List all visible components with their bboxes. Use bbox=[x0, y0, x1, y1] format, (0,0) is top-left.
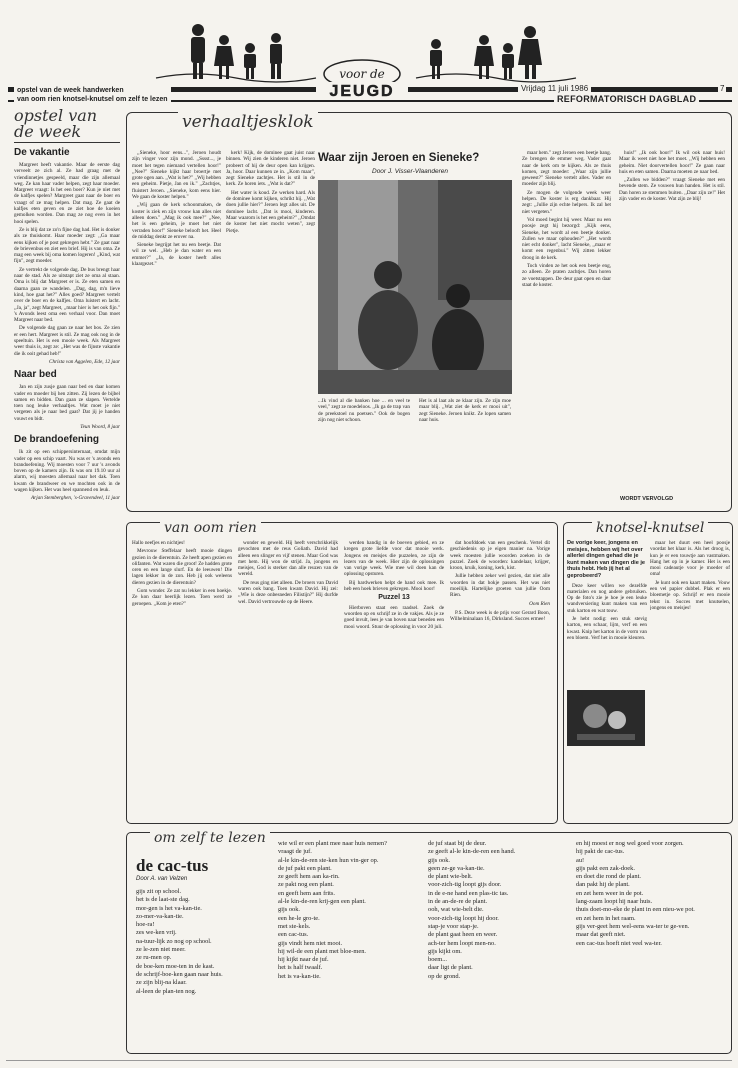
story-paragraph: ,,Wij gaan de kerk schoonmaken, de koster is ziek en zijn vrouw kan alles niet alleen doen." ,,Mag ik ook mee?" ,,Nee, het is een geheim, je moet het niet verraden hoor!" Sieneke belooft het. Heel de middag denkt ze erover na. bbox=[132, 202, 221, 240]
oom-rien-signoff: Oom Rien bbox=[529, 600, 550, 607]
cactus-text-column-3: de juf staat bij de deur. ze geeft al-le kin-de-ren een hand. gijs ook. geen ze-ge va-kan-tie. de plant wie-belt. voor-zich-tig loopt gijs door. in de e-ne hand een plas-tic tas. in de an-de-re de plant. ooh, wat wie-belt die. voor-zich-tig loopt hij door. stap-je voor stap-je. de plant gaat heen en weer. ach-ter hem loopt men-no. gijs kijkt om. boem... daar ligt de plant. op de grond. bbox=[428, 840, 516, 980]
craft-photo bbox=[567, 690, 645, 746]
story-paragraph: kerk! Kijk, de dominee gaat juist naar binnen. Wij zien de kinderen niet. Jeroen probeert of hij de deur open kan krijgen. Ja, hoor. Daar kunnen ze in. ,,Kom maar", zegt Sieneke zachtjes. Het is stil in de kerk. Ze horen iets. ,,Wat is dat?" bbox=[226, 150, 315, 188]
cactus-text-column-1: gijs zit op school. het is de laat-ste dag. mor-gen is het va-kan-tie. zo-mer-va-kan-tie. hoe-ra! zes we-ken vrij. na-tuur-lijk zo nog op school. ze le-zen niet meer. ze ru-men op. de boe-ken moe-ten in de kast. de schrijf-boe-ken gaan naar huis. ze zijn blij-na klaar. al-leen de plan-ten nog. bbox=[136, 888, 223, 995]
story-paragraph: Ze mogen de volgende week weer helpen. De koster is erg dankbaar. Hij zegt: ,,Jullie zijn echte helpers. Ik zal het niet vergeten." bbox=[522, 189, 611, 215]
naar-bed-paragraph: Jan en zijn zusje gaan naar bed en daar komen vader en moeder bij hen zitten. Zij lezen de bijbel samen en bidden. Dan gaan ze slapen. Vertelde toen nog leuke verhaaltjes. Wat moet je niet vergeten als je naar bed gaat? Dat jij je handen vouwt en bidt. bbox=[14, 384, 120, 422]
oom-rien-paragraph: Mevrouw Steffelaar heeft mooie dingen gezien in de dierentuin. Ze heeft apen gezien en olifanten. Wat waren die groot! Ze hadden grote oren en een lange slurf. En de leeuwen! Die lagen lekker in de zon. Heb jij ook weleens dieren gezien in de dierentuin? bbox=[132, 548, 232, 586]
masthead-sections bbox=[14, 86, 171, 104]
cactus-text-column-2: wie wil er een plant mee naar huis nemen? vraagt de juf. al-le kin-de-ren ste-ken hun vin-ger op. de juf pakt een plant. ze geeft hem aan ka-rin. ze pakt nog een plant. en geeft hem aan frits. al-le kin-de-ren krij-gen een plant. gijs ook. een he-le gro-te. met ste-kels. een cac-tus. gijs vindt hem niet mooi. hij wil-de een plant met bloe-men. hij kijkt naar de juf. het is half twaalf. het is va-kan-tie. bbox=[278, 840, 387, 980]
voor-de-jeugd-logo bbox=[302, 56, 422, 98]
naar-bed-author: Teun Woord, 8 jaar bbox=[80, 423, 120, 430]
issue-date: Vrijdag 11 juli 1986 bbox=[518, 84, 591, 93]
oom-rien-paragraph: werden handig in de boeven gebied, en ze kregen grote liefde voor dat mooie werk. Jongens en meisjes die puzzelen, ze zijn de lezers van de week. Hier zijn de oplossingen van vorige week. Wie mee wil doen kan de oplossing opsturen. bbox=[344, 540, 444, 578]
brandoefening-author: Arjan Stemberghen, 's-Gravendeel, 11 jaar bbox=[31, 495, 120, 502]
oom-rien-paragraph: De reus ging niet alleen. De broers van David waren ook bang. Toen kwam David. Hij zei: ,,Wie is deze onbesneden Filistijn?" Hij durfde wel. David vertrouwde op de Heere. bbox=[238, 579, 338, 605]
logo-small-text: voor de bbox=[339, 67, 385, 81]
knutsel-paragraph: Je hebt nodig: een stuk stevig karton, een schaar, lijm, verf en een kwast. Knip het karton in de vorm van een bloem. Verf het in mooie kleuren. bbox=[567, 616, 647, 641]
story-paragraph: maar hem." zegt Jeroen een beetje bang. Ze brengen de emmer weg. Vader gaat naar de kerk om te kijken. Als ze thuis komen, zegt moeder: ,,Waar zijn jullie geweest?" Sieneke vertelt alles. Vader en moeder zijn blij. bbox=[522, 150, 611, 188]
story-paragraph: Het water is koud. Ze werken hard. Als de dominee komt kijken, schrikt hij. ,,Wat doen jullie hier?" Jeroen legt alles uit. De dominee lacht. ,,Dat is mooi, kinderen. Maar waarom is het een geheim?" ,,Omdat de koster het niet mocht weten", zegt Pietje. bbox=[226, 189, 315, 234]
story-column-2 bbox=[226, 150, 315, 505]
story-byline: Door J. Visser-Vlaanderen bbox=[372, 168, 448, 175]
knutsel-column-1 bbox=[567, 540, 647, 818]
opstel-column bbox=[14, 108, 120, 1058]
story-column-1 bbox=[132, 150, 221, 505]
cactus-byline: Door A. van Velzen bbox=[136, 876, 188, 882]
opstel-paragraph: Ze is blij dat ze zo'n fijne dag had. Het is donker als ze thuiskomt. Haar moeder zegt: ,,Ga maar eens kijken of je post gekregen hebt." Ze gaat naar de brievenbus en ziet een brief. Hij is van oma. Ze mag een week bij oma komen logeren! ,,Kind, wat fijn", zegt moeder. bbox=[14, 226, 120, 265]
knutsel-lead: De vorige keer, jongens en meisjes, hebben wij het over allerlei dingen gehad die je kunt maken van dingen die je thuis hebt. Heb jij het al geprobeerd? bbox=[567, 540, 646, 579]
church-photo bbox=[318, 180, 512, 394]
photo-caption-left: ...Ik vind al die banken hoe ... en veel te veel," zegt ze moedeloos. ,,Ik ga de trap van de preekstoel nu poetsen." Ook de bogen zijn nog niet schoon. bbox=[318, 398, 410, 423]
masthead-line-1: opstel van de week handwerken bbox=[17, 87, 124, 94]
page-bottom-rule bbox=[6, 1060, 732, 1061]
story-column-5 bbox=[619, 150, 725, 505]
oom-rien-paragraph: Jullie hebben zeker wel gezien, dat niet alle woorden in dat hokje passen. Het was niet moeilijk. Hartelijke groeten van jullie Oom Rien. bbox=[450, 573, 550, 599]
photo-caption-right: Het is al laat als ze klaar zijn. Ze zijn moe maar blij. ,,Wat ziet de kerk er mooi uit", zegt Sieneke. Jeroen knikt. Ze lopen samen naar huis. bbox=[419, 398, 511, 423]
story-paragraph: ,,Sieneke, hoor eens...", Jeroen houdt zijn vinger voor zijn mond. ,,Sssst..., je moet het tegen niemand vertellen hoor!" ,,Nee?" Sieneke kijkt haar broertje met grote ogen aan. ,,Wat is het?" ,,Wij hebben een geheim. Pietje, Jan en ik." ,,Zachtjes, fluistert Jeroen. ,,Sieneke, kom eens hier. We gaan de koster helpen." bbox=[132, 150, 221, 201]
newspaper-name: REFORMATORISCH DAGBLAD bbox=[554, 94, 699, 104]
cactus-headline: de cac-tus bbox=[136, 856, 209, 875]
story-headline: Waar zijn Jeroen en Sieneke? bbox=[318, 152, 480, 164]
oom-rien-paragraph: Gom wonder. Ze zat nu lekker in een hoekje. Ze kon daar heerlijk lezen. Toen werd ze geroepen. ,,Kom je eten?" bbox=[132, 588, 232, 607]
cactus-text-column-4: en hij moest er nog wel goed voor zorgen. hij pakt de cac-tus. au! gijs pakt een zak-doek. en doet die rond de plant. dan pakt hij de plant. en zet hem weer in de pot. lang-zaam loopt hij naar huis. thuis doet-mo-eke de plant in een nieu-we pot. en zet hem in het raam. gijs ver-geet hem wel-eens wa-ter te ge-ven. maar dat geeft niet. een cac-tus hoeft niet veel wa-ter. bbox=[576, 840, 695, 947]
zelf-lezen-title: om zelf te lezen bbox=[150, 830, 270, 846]
story-paragraph: ,,Zullen we bidden?" vraagt Sieneke met een bevende stem. Ze vouwen hun handen. Het is stil. Dan horen ze stemmen buiten. ,,Daar zijn ze!" Het zijn vader en de koster. Wat zijn ze blij! bbox=[619, 177, 725, 203]
opstel-section-title: opstel van de week bbox=[14, 108, 120, 143]
story-paragraph: Vol moed begint hij weer. Maar nu een poosje zegt hij bezorgd: ,,Kijk eens, Sieneke, het wordt al een beetje donker. Zullen we maar ophouden?" ,,Het wordt niet echt donker", lacht Sieneke, ,,maar er komt een regenbui." Wij zitten lekker droog in de kerk. bbox=[522, 216, 611, 261]
verhaaltjesklok-title: verhaaltjesklok bbox=[178, 112, 318, 132]
knutsel-paragraph: Deze keer willen we dezelfde materialen en nog andere gebruiken. Op de foto's zie je hoe je een leuke wandversiering kunt maken van een stuk karton en wat touw. bbox=[567, 582, 647, 614]
knutsel-paragraph: Je kunt ook een kaart maken. Vouw een vel papier dubbel. Plak er een bloemetje op. Schrijf er een mooie tekst in. Succes met knutselen, jongens en meisjes! bbox=[650, 579, 730, 611]
opstel-paragraph: Margreet heeft vakantie. Maar de eerste dag verveelt ze zich al. Ze had graag met de vriendinnetjes gespeeld, maar die zijn allemaal weg. Ze kan haar vader helpen, zegt haar moeder. Margreet vraagt: Is het een boer? Kun je niet met de kalfjes spelen? Margreet gaat naar de boer en vraagt of ze mag helpen. Dat mag. Ze gaat de kalfjes eten geven en ze ziet hoe de koeien gemolken worden. Dan mag ze nog even in het hooi spelen. bbox=[14, 162, 120, 225]
oom-rien-greeting: Hallo neefjes en nichtjes! bbox=[132, 540, 185, 546]
story-column-4 bbox=[522, 150, 611, 505]
wordt-vervolgd-label: WORDT VERVOLGD bbox=[620, 496, 674, 502]
logo-big-text: JEUGD bbox=[329, 83, 395, 98]
oom-rien-column-1 bbox=[132, 540, 232, 818]
page-number: 7 bbox=[720, 84, 725, 93]
naar-bed-headline: Naar bed bbox=[14, 369, 57, 381]
masthead bbox=[6, 8, 732, 103]
oom-rien-paragraph: Bij hardwerken helpt de hand ook mee. Ik heb een hoek brieven gekregen. Mooi hoor! bbox=[344, 579, 444, 593]
oom-rien-paragraph: Hierboven staat een raadsel. Zoek de woorden op en schrijf ze in de vakjes. Als je ze goed invult, lees je van boven naar beneden een mooi woord. Stuur de oplossing in voor 20 juli. bbox=[344, 604, 444, 630]
oom-rien-column-4 bbox=[450, 540, 550, 818]
knutsel-column-2 bbox=[650, 540, 730, 818]
knutsel-title: knotsel-knutsel bbox=[592, 520, 708, 536]
puzzle-title: Puzzel 13 bbox=[378, 594, 410, 602]
opstel-paragraph: De volgende dag gaan ze naar het bos. Ze zien er een hert. Margreet is stil. Ze mag ook nog in de speeltuin. Het is een mooie week. Als Margreet weer thuis is, zegt ze: ,,Het was de fijnste vakantie die ik ooit gehad heb!" bbox=[14, 325, 120, 357]
oom-rien-paragraph: wonder en geweld. Hij heeft verschrikkelijk gevochten met de reus Goliath. David had alleen een slinger en vijf stenen. Maar God was met hem. Hij won de strijd. Ja, jongens en meisjes, God is sterker dan alle reuzen van de wereld. bbox=[238, 540, 338, 578]
oom-rien-column-3 bbox=[344, 540, 444, 818]
opstel-author: Christa van Aggelen, Ede, 12 jaar bbox=[49, 358, 120, 365]
brandoefening-paragraph: Ik zit op een schippersinternaat, omdat mijn vader op een schip vaart. Nu was er 's avonds een brandoefening. Wij moesten voor 7 uur 's avonds boven op de kamers zijn. Ik was om 19.10 uur al alarm, wij moesten allemaal naar het dak. Toen kwam de brandweer en we mochten ook in de wagen kijken. Het was heel spannend en leuk. bbox=[14, 449, 120, 494]
story-paragraph: Sieneke begrijpt het nu een beetje. Dat wil ze wel. ,,Heb je dan water en een emmer?" ,,Ja, de koster heeft alles klaargezet." bbox=[132, 242, 221, 268]
masthead-line-2: van oom rien knotsel-knutsel om zelf te lezen bbox=[17, 96, 168, 103]
oom-rien-paragraph: P.S. Deze week is de prijs voor Gerard Boon, Wilhelminalaan 16, Dirksland. Succes ermee! bbox=[450, 609, 550, 623]
oom-rien-title: van oom rien bbox=[160, 520, 261, 536]
story-paragraph: huis!" ,,Ik ook hoor!" Ik wil ook naar huis! Maar ik weet niet hoe het moet. ,,Wij hebben een geheim. Niet doorvertellen hoor!" Ze gaan naar huis en eten samen. Daarna moeten ze naar bed. bbox=[619, 150, 725, 175]
brandoefening-headline: De brandoefening bbox=[14, 434, 100, 446]
story-paragraph: Toch vinden ze het ook een beetje eng, zo alleen. Ze praten zachtjes. Dan horen ze voetstappen. De deur gaat open en daar staat de koster. bbox=[522, 263, 611, 288]
opstel-paragraph: Ze vertrekt de volgende dag. De bus brengt haar naar de stad. Als ze uitstapt ziet ze oma al staan. Oma is blij dat Margreet er is. Ze eten samen en daarna gaan ze wandelen. ,,Dag, dag, m'n lieve kind, hoe gaat het?" Alles goed? Margreet vertelt over de boer en de kalfjes. Oma luistert en lacht. ,,Ja, ja", zegt Margreet, ,,maar hier is het ook fijn." 's Avonds leest oma een verhaal voor. Dan moet Margreet naar bed. bbox=[14, 266, 120, 324]
opstel-headline: De vakantie bbox=[14, 147, 70, 158]
knutsel-paragraph: maar het duurt een heel poosje voordat het klaar is. Als het droog is, kun je er een touwtje aan vastmaken. Hang het op in je kamer. Het is een mooi cadeautje voor je moeder of oma! bbox=[650, 540, 730, 578]
oom-rien-paragraph: dat hoofddoek van een geschenk. Vertel dit geschiedenis op je eigen manier na. Vorige week moesten jullie woorden zoeken in de puzzel. Zoek de woorden: kandelaar, krijger, kroon, kruik, koning, kerk, kist. bbox=[450, 540, 550, 572]
oom-rien-column-2 bbox=[238, 540, 338, 818]
